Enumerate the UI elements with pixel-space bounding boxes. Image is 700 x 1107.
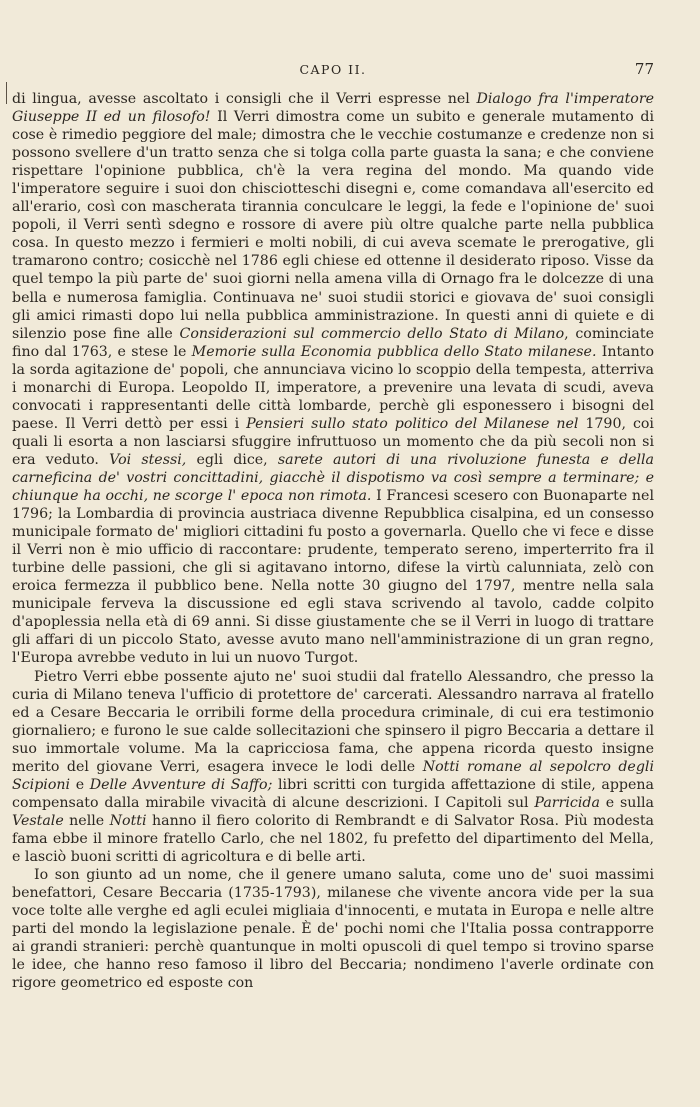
running-title: CAPO II. (299, 62, 367, 77)
paragraph-1 (12, 90, 654, 668)
text-run: libri scritti con turgida affettazione di stile, appena compensato dalla mirabile vivacità di alcune descrizioni. I Capitoli sul (12, 776, 654, 811)
italic-run: Notti (109, 812, 147, 829)
text-run: Pietro Verri ebbe possente ajuto ne' suoi studii dal fratello Alessandro, che presso la curia di Milano teneva l'ufficio di protettore de' carcerati. Alessandro narrava al fratello ed a Cesare Beccaria le orribili forme della procedura criminale, di cui era testimonio giornaliero; e furono le sue calde sollecitazioni che spinsero il pigro Beccaria a dettare il suo immortale volume. Ma la capricciosa fama, che appena ricorda questo insigne merito del giovane Verri, esagera invece le lodi delle (12, 668, 654, 775)
italic-run: Notti romane al sepolcro degli Scipioni (12, 758, 654, 793)
italic-run: Pensieri sullo stato politico del Milanese nel (246, 415, 579, 432)
text-run: nelle (63, 812, 110, 829)
text-run: Io son giunto ad un nome, che il genere umano saluta, come uno de' suoi massimi benefattori, Cesare Beccaria (1735-1793), milanese che vivente ancora vide per la sua voce tolte alle verghe ed agli eculei migliaia d'innocenti, e mutata in Europa e nelle altre parti del mondo la legislazione penale. È de' pochi nomi che l'Italia possa contrapporre ai grandi stranieri: perchè quantunque in molti opuscoli di quel tempo si trovino sparse le idee, che hanno reso famoso il libro del Beccaria; nondimeno l'averle ordinate con rigore geometrico ed esposte con (12, 867, 654, 992)
text-run: e sulla (599, 794, 654, 811)
italic-run: Vestale (12, 812, 64, 829)
page-header (12, 56, 654, 86)
text-run: Il Verri dimostra come un subito e generale mutamento di cose è rimedio peggiore del male; dimostra che le vecchie costumanze e credenze non si possono svellere d'un tratto senza che si tolga colla parte guasta la sana; e che conviene rispettare l'opinione pubblica, ch'è la vera regina del mondo. Ma quando vide l'imperatore seguire i suoi don chisciotteschi disegni e, come comandava all'esercito ed all'erario, così con mascherata tirannia conculcare le leggi, la fede e l'opinione de' suoi popoli, il Verri sentì sdegno e rossore di avere più oltre qualche parte nella pubblica cosa. In questo mezzo i fermieri e molti nobili, di cui aveva scemate le prerogative, gli tramarono contro; cosicchè nel 1786 egli chiese ed ottenne il desiderato riposo. Visse da quel tempo la più parte de' suoi giorni nella amena villa di Ornago fra le dolcezze di una bella e numerosa famiglia. Continuava ne' suoi studii storici e giovava de' suoi consigli gli amici rimasti dopo lui nella pubblica amministrazione. In questi anni di quiete e di silenzio pose fine alle (12, 109, 655, 342)
italic-run: Considerazioni sul commercio dello Stato di Milano (179, 325, 565, 342)
text-run: I Francesi scesero con Buonaparte nel 1796; la Lombardia di provincia austriaca divenne Repubblica cisalpina, ed un consesso municipale formato de' migliori cittadini fu posto a governarla. Quello che vi fece e disse il Verri non è mio ufficio di raccontare: prudente, temperato sereno, imperterrito fra il turbine delle passioni, che gli si agitavano intorno, difese la virtù calunniata, zelò con eroica fermezza il pubblico bene. Nella notte 30 giugno del 1797, mentre nella sala municipale ferveva la discussione ed egli stava scrivendo al tavolo, cadde colpito d'apoplessia nella età di 69 anni. Si disse giustamente che se il Verri in luogo di trattare gli affari di un piccolo Stato, avesse avuto mano nell'amministrazione di un gran regno, l'Europa avrebbe veduto in lui un nuovo Turgot. (12, 488, 654, 667)
text-run: , cominciate fino dal 1763, e stese le (12, 325, 654, 360)
paragraph-3 (12, 866, 654, 992)
text-run: di lingua, avesse ascoltato i consigli che il Verri espresse nel (12, 91, 477, 107)
text-run: 1790, coi quali li esorta a non lasciarsi sfuggire infruttuoso un momento che da più secoli non si era veduto. (12, 415, 654, 468)
italic-run: sarete autori di una rivoluzione funesta e della carneficina de' vostri concittadini, giacchè il dispotismo va così sempre a terminare; e chiunque ha occhi, ne scorge l' epoca non rimota. (12, 451, 654, 505)
body-text (12, 90, 654, 992)
paragraph-2 (12, 668, 654, 867)
text-run: egli dice, (186, 451, 278, 468)
text-run: hanno il fiero colorito di Rembrandt e di Salvator Rosa. Più modesta fama ebbe il minore fratello Carlo, che nel 1802, fu prefetto del dipartimento del Mella, e lasciò buoni scritti di agricoltura e di belle arti. (12, 812, 654, 865)
italic-run: Memorie sulla Economia pubblica dello Stato milanese. (191, 343, 597, 360)
text-run: e (70, 776, 90, 793)
italic-run: Parricida (534, 794, 600, 811)
italic-run: Delle Avventure di Saffo; (89, 776, 273, 793)
page-number: 77 (634, 60, 654, 78)
text-run: Intanto la sorda agitazione de' popoli, che annunciava vicino lo scoppio della tempesta, atterriva i monarchi di Europa. Leopoldo II, imperatore, a prevenire una levata di scudi, aveva convocati i rappresentanti delle città lombarde, perchè gli esponessero i bisogni del paese. Il Verri dettò per essi i (12, 343, 654, 432)
italic-run: Dialogo fra l'imperatore Giuseppe II ed un filosofo! (12, 91, 654, 126)
italic-run: Voi stessi, (109, 451, 187, 468)
margin-rule (6, 82, 7, 104)
